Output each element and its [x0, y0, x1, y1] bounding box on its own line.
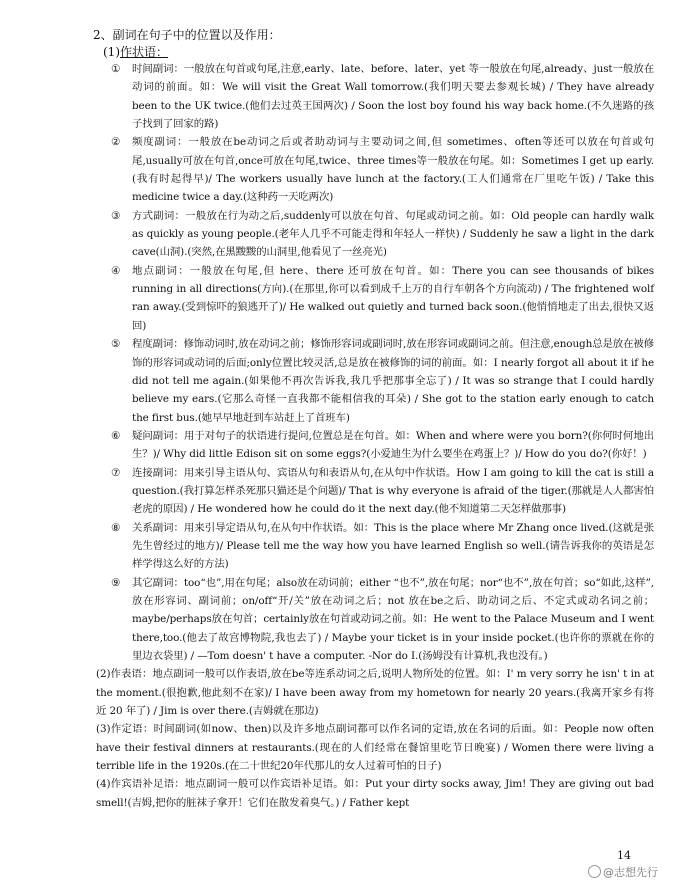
item-number: ④ [111, 264, 121, 277]
item-number: ⑨ [111, 576, 121, 589]
item-text: 疑问副词：用于对句子的状语进行提问,位置总是在句首。如：When and where were you born?(你何时何地出生？)/ Why did little Edison sit on some eggs?(小爱迪生为什么要坐在鸡蛋上？)/ How do you do?(你好！) [132, 429, 654, 461]
page-number: 14 [617, 849, 631, 862]
item-number: ② [111, 136, 121, 149]
item-text: 地点副词：一般放在句尾,但 here、there 还可放在句首。如：There you can see thousands of bikes running in all directions(方向).(在那里,你可以看到成千上万的自行车朝各个方向流动) / The frightened wolf ran away.(受到惊吓的狼逃开了)/ He walked out quietly and turned back soon.(他悄悄地走了出去,很快又返回) [132, 264, 654, 332]
list-item [106, 60, 654, 133]
list-item [106, 427, 654, 464]
list-item [106, 262, 654, 335]
document-body [96, 60, 654, 812]
list-item [106, 574, 654, 666]
subsection-text: 作定语：时间副词(如now、then)以及许多地点副词都可以作名词的定语,放在名词的后面。如：People now often have their festival dinners at restaurants.(现在的人们经常在餐馆里吃节日晚宴) / Women there were living a terrible life in the 1920s.(在二十世纪20年代那儿的女人过着可怕的日子) [96, 723, 654, 773]
list-item [106, 207, 654, 262]
item-text: 连接副词：用来引导主语从句、宾语从句和表语从句,在从句中作状语。How I am going to kill the cat is still a question.(我打算怎样杀死那只猫还是个问题)/ That is why everyone is afraid of the tiger.(那就是人人都害怕老虎的原因) / He wondered how he could do it the next day.(他不知道第二天怎样做那事) [132, 466, 654, 516]
item-number: ⑧ [111, 521, 121, 534]
subsection-number: (2) [96, 668, 111, 681]
subsection-text: 作宾语补足语：地点副词一般可以作宾语补足语。如：Put your dirty socks away, Jim! They are giving out bad smell!(吉姆,把你的脏袜子拿开！它们在散发着臭气。) / Father kept [96, 778, 654, 809]
subsection-number: (1) [103, 45, 120, 59]
item-text: 频度副词：一般放在be动词之后或者助动词与主要动词之间,但 sometimes、often等还可以放在句首或句尾,usually可放在句首,once可放在句尾,twice、three times等一般放在句尾。如：Sometimes I get up early.(我有时起得早)/ The workers usually have lunch at the factory.(工人们通常在厂里吃午饭) / Take this medicine twice a day.(这种药一天吃两次) [132, 136, 654, 204]
item-number: ⑤ [111, 338, 121, 351]
section-heading: 2、副词在句子中的位置以及作用： [93, 28, 281, 42]
subsection-number: (3) [96, 723, 111, 736]
item-number: ① [111, 63, 121, 75]
item-number: ⑥ [111, 429, 121, 442]
item-text: 方式副词：一般放在行为动之后,suddenly可以放在句首、句尾或动词之前。如：Old people can hardly walk as quickly as young people.(老年人几乎不可能走得和年轻人一样快) / Suddenly he saw a light in the dark cave(山洞).(突然,在黑黢黢的山洞里,他看见了一丝亮光) [132, 209, 654, 259]
list-item [106, 519, 654, 574]
subsection-paragraph [96, 775, 654, 812]
watermark [588, 864, 658, 880]
item-text: 程度副词：修饰动词时,放在动词之前；修饰形容词或副词时,放在形容词或副词之前。但注意,enough总是放在被修饰的形容词或动词的后面;only位置比较灵活,总是放在被修饰的词的前面。如：I nearly forgot all about it if he did not tell me again.(如果他不再次告诉我,我几乎把那事全忘了) / It was so strange that I could hardly believe my ears.(它那么奇怪一直我都不能相信我的耳朵) / She got to the station early enough to catch the first bus.(她早早地赶到车站赶上了首班车) [132, 338, 654, 424]
list-item [106, 335, 654, 427]
weibo-icon [588, 865, 601, 878]
subsection-title: 作状语： [120, 45, 169, 59]
subsection-paragraph [96, 665, 654, 720]
subsection-number: (4) [96, 778, 111, 791]
item-text: 其它副词：too“也”,用在句尾；also放在动词前；either “也不”,放在句尾；nor“也不”,放在句首；so“如此,这样”,放在形容词、副词前；on/off“开/关”放在动词之后；not 放在be之后、助动词之后、不定式或动名词之前；maybe/perhaps放在句首；certainly放在句首或动词之前。如：He went to the Palace Museum and I went there,too.(他去了故宫博物院,我也去了) / Maybe your ticket is in your inside pocket.(也许你的票就在你的里边衣袋里) / —Tom doesn' t have a computer. -Nor do I.(汤姆没有计算机,我也没有。) [132, 576, 654, 662]
list-item [106, 464, 654, 519]
subsection-heading [103, 44, 168, 60]
subsection-paragraph [96, 720, 654, 775]
watermark-text: @志想先行 [603, 866, 658, 879]
item-text: 时间副词：一般放在句首或句尾,注意,early、late、before、later、yet 等一般放在句尾,already、just一般放在动词的前面。如：We will visit the Great Wall tomorrow.(我们明天要去参观长城) / They have already been to the UK twice.(他们去过英王国两次) / Soon the lost boy found his way back home.(不久迷路的孩子找到了回家的路) [132, 63, 654, 131]
subsection-text: 作表语：地点副词一般可以作表语,放在be等连系动词之后,说明人物所处的位置。如：I' m very sorry he isn' t in at the moment.(很抱歉,他此刻不在家)/ I have been away from my hometown for nearly 20 years.(我离开家乡有将近 20 年了) / Jim is over there.(吉姆就在那边) [96, 668, 654, 718]
item-number: ③ [111, 209, 121, 222]
item-number: ⑦ [111, 466, 121, 479]
list-item [106, 133, 654, 206]
item-text: 关系副词：用来引导定语从句,在从句中作状语。如：This is the place where Mr Zhang once lived.(这就是张先生曾经过的地方)/ Please tell me the way how you have learned English so well.(请告诉我你的英语是怎样学得这么好的方法) [132, 521, 654, 571]
